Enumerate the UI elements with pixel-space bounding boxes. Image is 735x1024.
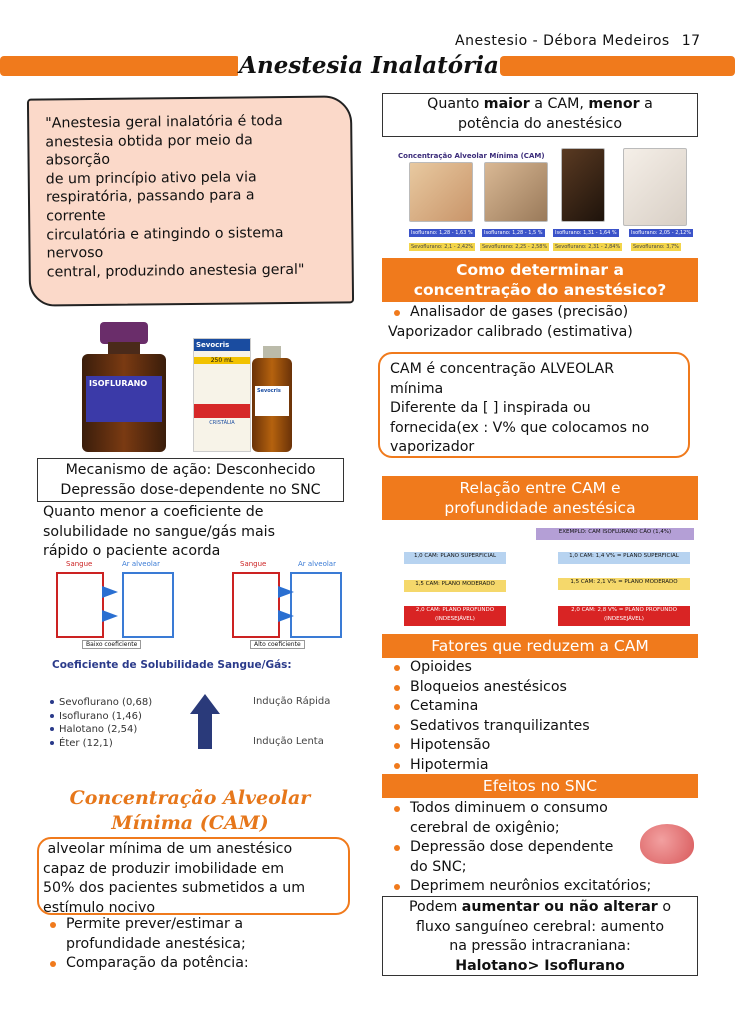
isoflurane-bottle-image <box>80 322 168 452</box>
fast-induction-label: Indução Rápida <box>253 696 331 707</box>
bottle-label: Sevocris <box>255 386 289 416</box>
example-tag: EXEMPLO: CAM ISOFLURANO CÃO (1,4%) <box>536 528 694 540</box>
quote-line: absorção <box>45 152 111 169</box>
quote-line: corrente <box>46 207 106 225</box>
page-header <box>455 33 701 49</box>
sevo-tag: Sevoflurano: 3,7% <box>633 244 679 250</box>
box-brand: CRISTÁLIA <box>209 420 235 426</box>
cat-photo <box>484 162 548 222</box>
list-item: Opioides <box>388 658 698 678</box>
air-compartment-high <box>290 572 342 638</box>
list-item: Halotano (2,54) <box>50 723 152 737</box>
solubility-intro <box>43 503 343 562</box>
list-item: Hipotensão <box>388 736 698 756</box>
blood-label: Sangue <box>240 560 267 568</box>
air-label: Ar alveolar <box>122 560 160 568</box>
page-title: Anestesia Inalatória <box>238 52 500 82</box>
quote-line: respiratória, passando para a <box>45 187 255 206</box>
quote-line: de um princípio ativo pela via <box>45 169 257 188</box>
list-item: Cetamina <box>388 697 698 717</box>
mechanism-box <box>37 458 344 502</box>
sevo-tag: Sevoflurano: 2,1 - 2,42% <box>411 244 474 250</box>
determine-list <box>388 303 698 342</box>
arrow-right-icon <box>102 610 118 622</box>
arrow-right-icon <box>278 586 294 598</box>
header-subtitle: Anestesio - Débora Medeiros <box>455 33 670 49</box>
quote-line: anestesia obtida por meio da <box>45 131 253 151</box>
slow-induction-label: Indução Lenta <box>253 736 324 747</box>
solubility-intro-line: solubilidade no sangue/gás mais <box>43 523 275 540</box>
list-item: Isoflurano (1,46) <box>50 710 152 724</box>
blood-compartment-high <box>232 572 280 638</box>
arrow-right-icon <box>102 586 118 598</box>
sevo-tag: Sevoflurano: 2,25 - 2,58% <box>482 244 548 250</box>
mechanism-line: Mecanismo de ação: Desconhecido <box>65 462 316 478</box>
title-bar-right <box>500 56 735 76</box>
list-item: Analisador de gases (precisão) <box>388 303 698 323</box>
factors-list <box>388 658 698 775</box>
level-tag: 2,0 CAM: 2,8 V% = PLANO PROFUNDO (INDESEJÁVEL) <box>558 606 690 626</box>
quote-line: "Anestesia geral inalatória é toda <box>45 113 283 132</box>
box-red-band <box>194 404 250 418</box>
quote-line: central, produzindo anestesia geral" <box>46 261 305 281</box>
rabbit-photo <box>623 148 687 226</box>
cam-def-line: alveolar mínima de um anestésico <box>43 841 293 857</box>
list-item: Permite prever/estimar a profundidade anestésica; <box>44 915 344 954</box>
quote-line: circulatória e atingindo o sistema <box>46 224 284 244</box>
definition-quote <box>27 95 354 306</box>
potency-line: potência do anestésico <box>457 115 623 132</box>
cam-animals-image <box>383 148 698 256</box>
factors-title: Fatores que reduzem a CAM <box>382 634 698 658</box>
cam-definition-box <box>37 837 350 915</box>
relation-title: Relação entre CAM e profundidade anestésica <box>382 476 698 520</box>
solubility-intro-line: Quanto menor a coeficiente de <box>43 504 264 520</box>
box-volume: 250 mL <box>194 357 250 364</box>
level-tag: 1,5 CAM: 2,1 V% = PLANO MODERADO <box>558 578 690 590</box>
sevoflurane-box-image <box>193 338 251 452</box>
list-item: Depressão dose dependente do SNC; <box>388 838 698 877</box>
bottle-cap <box>263 346 281 358</box>
list-item: Comparação da potência: <box>44 954 344 974</box>
snc-title: Efeitos no SNC <box>382 774 698 798</box>
cam-def-line: estímulo nocivo <box>43 899 156 916</box>
brain-icon <box>640 824 694 864</box>
air-label: Ar alveolar <box>298 560 336 568</box>
list-item: Sedativos tranquilizantes <box>388 717 698 737</box>
iso-tag: Isoflurano: 2,05 - 2,12% <box>631 230 692 236</box>
iso-tag: Isoflurano: 1,31 - 1,64 % <box>555 230 617 236</box>
cam-heading-line: Mínima (CAM) <box>111 812 269 834</box>
arrow-right-icon <box>278 610 294 622</box>
potency-line: Quanto maior a CAM, menor a <box>427 96 653 112</box>
page-number: 17 <box>681 33 701 49</box>
cam-heading-line: Concentração Alveolar <box>69 787 311 809</box>
quote-line: nervoso <box>46 245 104 262</box>
level-tag: 1,5 CAM: PLANO MODERADO <box>404 580 506 592</box>
list-item: Hipotermia <box>388 756 698 776</box>
high-coefficient-label: Alto coeficiente <box>250 640 305 649</box>
list-item: Todos diminuem o consumo cerebral de oxigênio; <box>388 799 698 838</box>
sevoflurane-bottle-image <box>252 346 292 452</box>
blood-label: Sangue <box>66 560 93 568</box>
bottle-label: ISOFLURANO <box>86 376 162 422</box>
list-item: Bloqueios anestésicos <box>388 678 698 698</box>
iso-tag: Isoflurano: 1,28 - 1,63 % <box>411 230 473 236</box>
depth-levels-image <box>382 522 698 628</box>
solubility-agent-list <box>50 696 152 750</box>
potency-box <box>382 93 698 137</box>
solubility-chart-title: Coeficiente de Solubilidade Sangue/Gás: <box>52 659 292 671</box>
low-coefficient-label: Baixo coeficiente <box>82 640 141 649</box>
determine-title: Como determinar a concentração do anestésico? <box>382 258 698 302</box>
cam-image-title: Concentração Alveolar Mínima (CAM) <box>398 152 545 160</box>
air-compartment-low <box>122 572 174 638</box>
cam-heading <box>55 786 325 836</box>
cam-alveolar-box: CAM é concentração ALVEOLAR mínima Diferente da [ ] inspirada ou fornecida(ex : V% que colocamos no vaporizador <box>378 352 690 458</box>
level-tag: 1,0 CAM: PLANO SUPERFICIAL <box>404 552 506 564</box>
list-item: Sevoflurano (0,68) <box>50 696 152 710</box>
mechanism-line: Depressão dose-dependente no SNC <box>60 481 321 498</box>
iso-tag: Isoflurano: 1,28 - 1,5 % <box>484 230 543 236</box>
solubility-intro-line: rápido o paciente acorda <box>43 543 221 559</box>
cam-bullets <box>44 915 344 974</box>
list-item: Vaporizador calibrado (estimativa) <box>388 323 633 340</box>
dog-photo <box>409 162 473 222</box>
horse-photo <box>561 148 605 222</box>
arrow-up-icon <box>190 694 220 750</box>
level-tag: 2,0 CAM: PLANO PROFUNDO (INDESEJÁVEL) <box>404 606 506 626</box>
sevo-tag: Sevoflurano: 2,31 - 2,84% <box>555 244 621 250</box>
blood-flow-box: Podem aumentar ou não alterar o fluxo sanguíneo cerebral: aumento na pressão intracraniana: Halotano> Isoflurano <box>382 896 698 976</box>
cam-def-line: capaz de produzir imobilidade em <box>43 860 285 877</box>
list-item: Deprimem neurônios excitatórios; <box>388 877 698 897</box>
solubility-diagram <box>52 560 352 660</box>
box-label: Sevocris <box>194 339 250 351</box>
title-bar-left <box>0 56 240 76</box>
bottle-cap <box>100 322 148 344</box>
blood-compartment-low <box>56 572 104 638</box>
list-item: Éter (12,1) <box>50 737 152 751</box>
level-tag: 1,0 CAM: 1,4 V% = PLANO SUPERFICIAL <box>558 552 690 564</box>
cam-def-line: 50% dos pacientes submetidos a um <box>43 880 306 896</box>
